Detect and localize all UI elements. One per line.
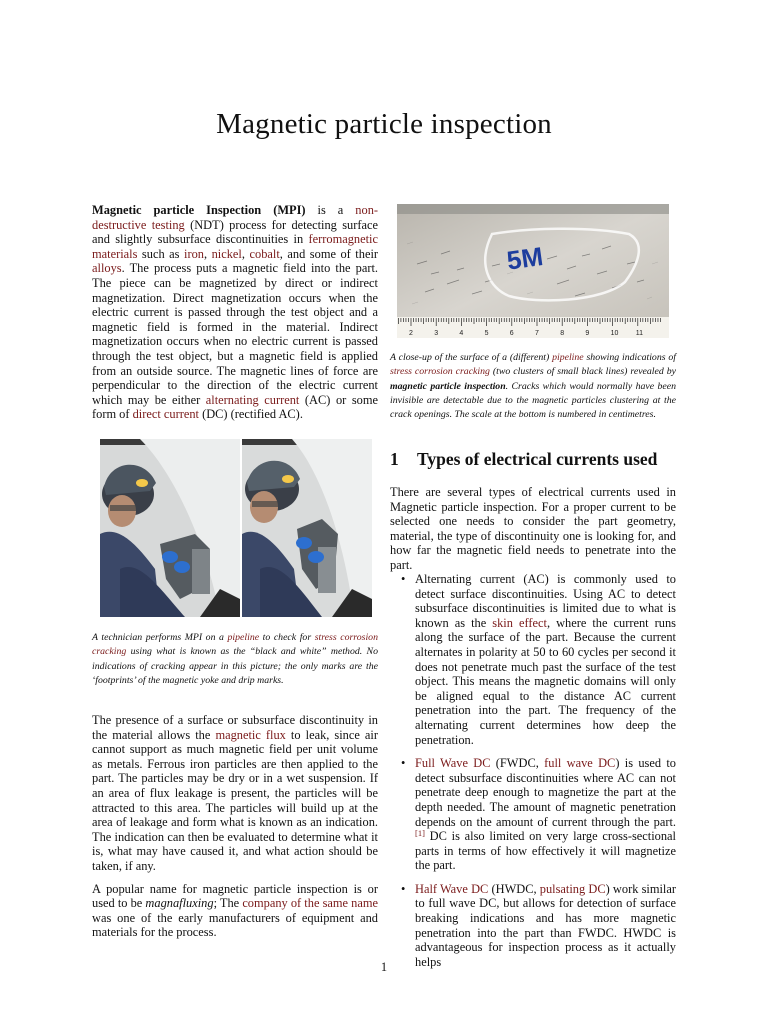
link-nickel[interactable]: nickel <box>211 246 242 261</box>
bullet-icon: • <box>401 572 406 586</box>
link-half-wave-dc[interactable]: Half Wave DC <box>415 881 489 896</box>
text: (FWDC, <box>490 756 545 771</box>
text: is a <box>305 203 356 217</box>
text: A technician performs MPI on a <box>92 632 228 643</box>
link-full-wave-dc-alt[interactable]: full wave DC <box>544 756 616 771</box>
italic-term: magnafluxing <box>145 896 214 911</box>
text: , <box>203 246 212 261</box>
technician-image-left <box>100 439 240 617</box>
text: , and some of their <box>279 246 379 261</box>
link-cobalt[interactable]: cobalt <box>249 246 280 261</box>
list-item-fwdc <box>390 756 676 873</box>
link-alloys[interactable]: alloys <box>92 261 122 276</box>
ruler-label: 8 <box>560 330 565 337</box>
text: (HWDC, <box>488 881 540 896</box>
figure-caption-pipeline <box>390 351 676 422</box>
text: , <box>241 246 250 261</box>
photo-handwritten-text: 5M <box>504 240 545 276</box>
ruler-label: 3 <box>434 330 439 337</box>
text: was one of the early manufacturers of equipment and materials for the process. <box>92 910 378 940</box>
section-intro-paragraph: There are several types of electrical currents used in Magnetic particle inspection. For a proper current to be selected one needs to consider the part geometry, material, the type of discontinuity one is looking for, and how far the magnetic field needs to penetrate into the part. <box>390 485 676 572</box>
bold-term: magnetic particle inspection <box>390 380 506 392</box>
technician-photo-right <box>242 439 372 617</box>
paragraph-flux-leakage <box>92 713 378 874</box>
link-direct-current[interactable]: direct current <box>132 407 199 422</box>
text: ) is used to detect subsurface discontinuities where AC can not penetrate deep enough to magnetize the part at the depth needed. The amount of magnetic penetration depends on the amount of current through the part. <box>415 756 676 829</box>
page-number: 1 <box>380 960 388 974</box>
caption-text <box>92 631 378 688</box>
figure-caption-technician <box>92 631 378 688</box>
link-non-destructive-testing[interactable]: non-destructive testing <box>92 203 379 232</box>
text: . The process puts a magnetic field into the part. The piece can be magnetized by direct or indirect magnetization. Direct magnetization occurs when the electric current is passed through the test object and a magnetic field is formed in the material. Indirect magnetization occurs when no electric current is passed through the test object, but a magnetic field is applied from an outside source. The magnetic lines of force are perpendicular to the direction of the electric current which may be either <box>92 261 378 407</box>
section-intro <box>390 485 676 573</box>
text: ; The <box>213 896 243 911</box>
text: A popular name for magnetic particle inspection is or used to be <box>92 881 378 911</box>
paragraph-magnafluxing <box>92 882 378 940</box>
link-pipeline[interactable]: pipeline <box>552 352 584 363</box>
text: . Cracks which would normally have been invisible are detectable due to the magnetic particles clustering at the crack openings. The scale at the bottom is numbered in centimetres. <box>390 380 676 421</box>
link-full-wave-dc[interactable]: Full Wave DC <box>415 756 491 771</box>
ruler-label: 11 <box>635 330 644 337</box>
link-pulsating-dc[interactable]: pulsating DC <box>539 881 606 896</box>
current-types-list <box>390 572 676 978</box>
section-number: 1 <box>390 449 399 469</box>
link-company-of-the-same-name[interactable]: company of the same name <box>242 896 378 911</box>
caption-text <box>390 351 676 422</box>
left-lower-text <box>92 713 378 940</box>
ruler-label: 7 <box>535 330 539 337</box>
text: A close-up of the surface of a (different) <box>390 352 553 363</box>
intro-paragraph <box>92 203 378 422</box>
link-magnetic-flux[interactable]: magnetic flux <box>215 727 286 742</box>
list-item-ac <box>390 572 676 747</box>
text: Alternating current (AC) is commonly used to detect surface discontinuities. Using AC to detect subsurface discontinuities is limited due to what is known as the <box>415 572 676 630</box>
link-pipeline[interactable]: pipeline <box>227 632 260 643</box>
link-alternating-current[interactable]: alternating current <box>205 392 300 407</box>
ruler-label: 4 <box>459 330 464 337</box>
page-title: Magnetic particle inspection <box>216 108 552 140</box>
text: (DC) (rectified AC). <box>199 407 303 422</box>
technician-photo-left <box>100 439 240 617</box>
link-stress-corrosion-cracking[interactable]: stress corrosion cracking <box>390 366 490 378</box>
ruler-label: 10 <box>610 330 619 337</box>
text: (two clusters of small black lines) revealed by <box>489 366 676 378</box>
link-stress-corrosion-cracking[interactable]: stress corrosion cracking <box>92 632 378 658</box>
bullet-icon: • <box>401 881 406 896</box>
ruler-label: 2 <box>409 330 413 337</box>
term-mpi: Magnetic particle Inspection (MPI) <box>92 203 306 217</box>
ruler-label: 6 <box>509 330 514 337</box>
ruler-label: 5 <box>484 330 489 337</box>
text: ) work similar to full wave DC, but allows for detection of surface breaking indications and has more magnetic penetration into the part than FWDC. HWDC is advantageous for inspection process as it actually helps <box>415 881 676 969</box>
intro-column <box>92 203 378 422</box>
pipeline-surface-photo <box>397 204 669 338</box>
section-heading <box>390 449 676 470</box>
text: using what is known as the “black and white” method. No indications of cracking appear in this picture; the only marks are the ‘footprints’ of the magnetic yoke and drip marks. <box>92 646 378 686</box>
text: to leak, since air cannot support as much magnetic field per unit volume as metals. Ferrous iron particles are then applied to the part. The particles may be dry or in a wet suspension. If an area of flux leakage is present, the particles will be attracted to this area. The particles will build up at the area of leakage and form what is known as an indication. The indication can then be evaluated to determine what it is, what may have caused it, and what action should be taken, if any. <box>92 727 378 873</box>
link-ferromagnetic-materials[interactable]: ferromagnetic materials <box>92 232 378 261</box>
link-iron[interactable]: iron <box>184 246 204 261</box>
text: , where the current runs along the surface of the part. Because the current alternates in polarity at 50 to 60 cycles per second it does not penetrate much past the surface of the test object. This means the magnetic domains will only be aligned equal to the distance AC current penetration into the part. The frequency of the alternating current determines how deep the penetration. <box>415 615 676 747</box>
text: DC is also limited on very large cross-sectional parts in terms of how effectively it will magnetize the part. <box>415 829 676 873</box>
list-item-hwdc <box>390 882 676 970</box>
text: The presence of a surface or subsurface discontinuity in the material allows the <box>92 713 378 742</box>
text: (NDT) process for detecting surface and slightly subsurface discontinuities in <box>92 217 378 247</box>
link-skin-effect[interactable]: skin effect <box>492 615 547 630</box>
technician-image-right <box>242 439 372 617</box>
bullet-icon: • <box>401 756 406 771</box>
ruler-label: 9 <box>585 330 590 337</box>
section-title: Types of electrical currents used <box>417 449 658 469</box>
text: such as <box>137 246 184 261</box>
text: to check for <box>259 632 315 643</box>
text: (AC) or some form of <box>92 392 378 422</box>
reference-link[interactable]: [1] <box>415 828 425 839</box>
pipeline-surface-image <box>397 204 669 338</box>
text: showing indications of <box>583 352 677 363</box>
